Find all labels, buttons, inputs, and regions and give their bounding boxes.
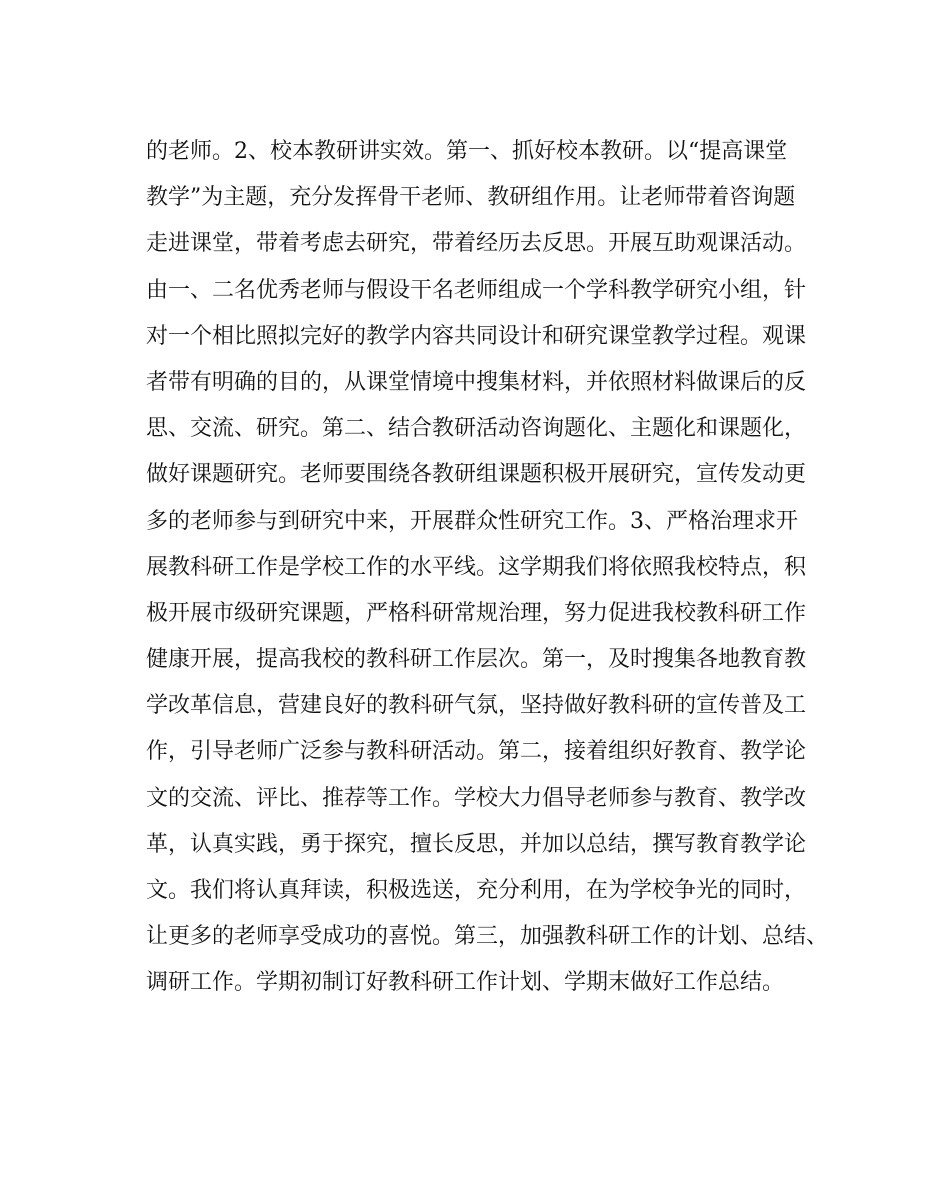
text-line: 由一、二名优秀老师与假设干名老师组成一个学科教学研究小组，针: [146, 277, 807, 303]
text-line: 的老师。2、校本教研讲实效。第一、抓好校本教研。以“提高课堂: [146, 139, 788, 164]
text-line: 展教科研工作是学校工作的水平线。这学期我们将依照我校特点，积: [146, 554, 807, 580]
text-line: 走进课堂，带着考虑去研究，带着经历去反思。开展互助观课活动。: [146, 231, 807, 257]
text-line: 做好课题研究。老师要围绕各教研组课题积极开展研究，宣传发动更: [146, 462, 807, 488]
text-line: 革，认真实践，勇于探究，擅长反思，并加以总结，撰写教育教学论: [146, 831, 807, 857]
text-line: 极开展市级研究课题，严格科研常规治理，努力促进我校教科研工作: [146, 600, 807, 626]
text-line: 多的老师参与到研究中来，开展群众性研究工作。3、严格治理求开: [146, 508, 798, 534]
text-line: 调研工作。学期初制订好教科研工作计划、学期末做好工作总结。: [146, 970, 785, 996]
text-line: 让更多的老师享受成功的喜悦。第三，加强教科研工作的计划、总结、: [146, 924, 829, 950]
text-line: 文的交流、评比、推荐等工作。学校大力倡导老师参与教育、教学改: [146, 785, 807, 811]
text-line: 思、交流、研究。第二、结合教研活动咨询题化、主题化和课题化，: [146, 416, 807, 442]
text-line: 者带有明确的目的，从课堂情境中搜集材料，并依照材料做课后的反: [146, 369, 807, 395]
text-line: 教学”为主题，充分发挥骨干老师、教研组作用。让老师带着咨询题: [146, 185, 796, 211]
body-text: [146, 129, 829, 1007]
text-line: 文。我们将认真拜读，积极选送，充分利用，在为学校争光的同时，: [146, 878, 807, 903]
text-line: 健康开展，提高我校的教科研工作层次。第一，及时搜集各地教育教: [146, 647, 807, 673]
text-line: 对一个相比照拟完好的教学内容共同设计和研究课堂教学过程。观课: [146, 323, 807, 349]
text-line: 学改革信息，营建良好的教科研气氛，坚持做好教科研的宣传普及工: [146, 693, 807, 719]
text-line: 作，引导老师广泛参与教科研活动。第二，接着组织好教育、教学论: [146, 739, 807, 765]
